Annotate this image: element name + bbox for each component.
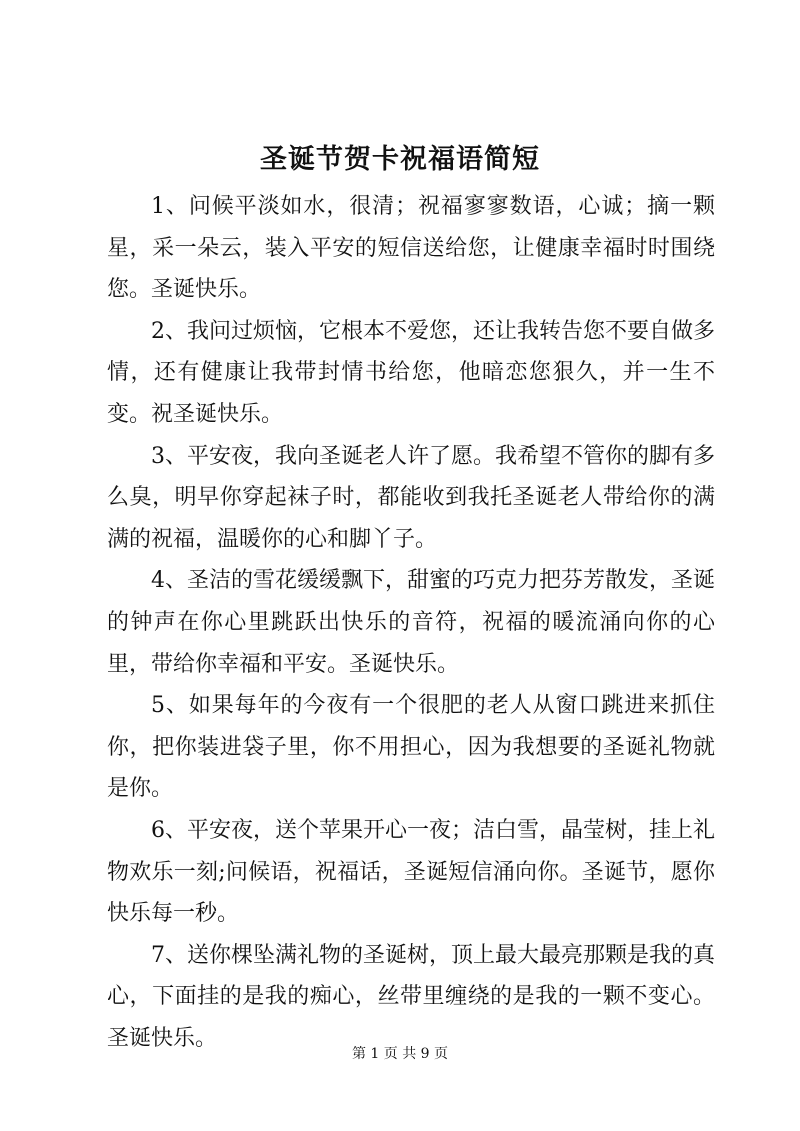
paragraph-4: 4、圣洁的雪花缓缓飘下，甜蜜的巧克力把芬芳散发，圣诞的钟声在你心里跳跃出快乐的音符，祝福的暖流涌向你的心里，带给你幸福和平安。圣诞快乐。 <box>107 568 715 677</box>
page-footer: 第 1 页 共 9 页 <box>351 1046 449 1062</box>
document-body <box>107 186 715 1059</box>
paragraph-2: 2、我问过烦恼，它根本不爱您，还让我转告您不要自做多情，还有健康让我带封情书给您，他暗恋您狠久，并一生不变。祝圣诞快乐。 <box>107 318 715 427</box>
document-title: 圣诞节贺卡祝福语简短 <box>260 144 540 175</box>
paragraph-5: 5、如果每年的今夜有一个很肥的老人从窗口跳进来抓住你，把你装进袋子里，你不用担心，因为我想要的圣诞礼物就是你。 <box>107 693 715 802</box>
paragraph-7: 7、送你棵坠满礼物的圣诞树，顶上最大最亮那颗是我的真心，下面挂的是我的痴心，丝带里缠绕的是我的一颗不变心。圣诞快乐。 <box>107 942 715 1051</box>
paragraph-1: 1、问候平淡如水，很清；祝福寥寥数语，心诚；摘一颗星，采一朵云，装入平安的短信送给您，让健康幸福时时围绕您。圣诞快乐。 <box>107 194 715 303</box>
paragraph-6: 6、平安夜，送个苹果开心一夜；洁白雪，晶莹树，挂上礼物欢乐一刻;问候语，祝福话，圣诞短信涌向你。圣诞节，愿你快乐每一秒。 <box>107 817 715 927</box>
paragraph-3: 3、平安夜，我向圣诞老人许了愿。我希望不管你的脚有多么臭，明早你穿起袜子时，都能收到我托圣诞老人带给你的满满的祝福，温暖你的心和脚丫子。 <box>107 443 715 552</box>
